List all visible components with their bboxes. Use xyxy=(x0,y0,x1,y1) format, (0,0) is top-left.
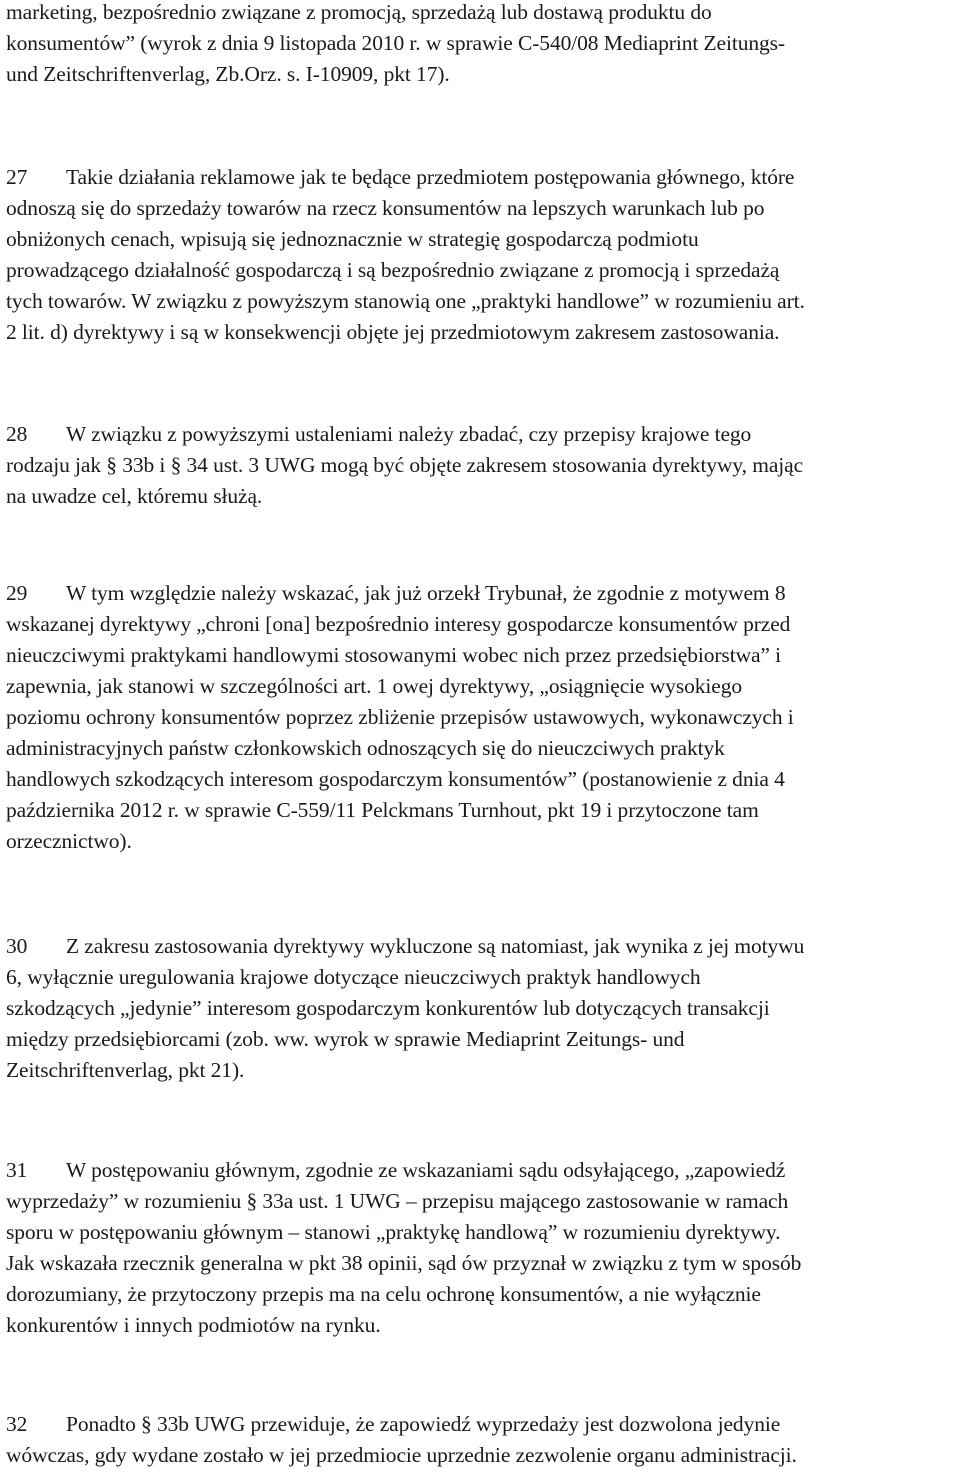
paragraph-line: 2 lit. d) dyrektywy i są w konsekwencji objęte jej przedmiotowym zakresem zastosowania. xyxy=(6,320,780,344)
paragraph-first-line xyxy=(6,1155,954,1186)
paragraph-line: Takie działania reklamowe jak te będące przedmiotem postępowania głównego, które xyxy=(66,165,795,189)
paragraph-32 xyxy=(6,1409,954,1471)
paragraph-29 xyxy=(6,578,954,857)
paragraph-line: Ponadto § 33b UWG przewiduje, że zapowiedź wyprzedaży jest dozwolona jedynie xyxy=(66,1412,781,1436)
paragraph-line: W postępowaniu głównym, zgodnie ze wskazaniami sądu odsyłającego, „zapowiedź xyxy=(66,1158,786,1182)
paragraph-27 xyxy=(6,162,954,348)
paragraph-first-line xyxy=(6,162,954,193)
paragraph-line: Jak wskazała rzecznik generalna w pkt 38 opinii, sąd ów przyznał w związku z tym w sposób xyxy=(6,1251,802,1275)
paragraph-line: konkurentów i innych podmiotów na rynku. xyxy=(6,1313,381,1337)
paragraph-number: 30 xyxy=(6,934,28,958)
paragraph-line: rodzaju jak § 33b i § 34 ust. 3 UWG mogą być objęte zakresem stosowania dyrektywy, mając xyxy=(6,453,804,477)
paragraph-line: między przedsiębiorcami (zob. ww. wyrok w sprawie Mediaprint Zeitungs- und xyxy=(6,1027,685,1051)
paragraph-line: konsumentów” (wyrok z dnia 9 listopada 2010 r. w sprawie C‑540/08 Mediaprint Zeitungs- xyxy=(6,31,785,55)
paragraph-line: Z zakresu zastosowania dyrektywy wykluczone są natomiast, jak wynika z jej motywu xyxy=(66,934,805,958)
paragraph-number: 28 xyxy=(6,422,28,446)
paragraph-first-line xyxy=(6,578,954,609)
paragraph-line: prowadzącego działalność gospodarczą i są bezpośrednio związane z promocją i sprzedażą xyxy=(6,258,780,282)
paragraph-line: W tym względzie należy wskazać, jak już orzekł Trybunał, że zgodnie z motywem 8 xyxy=(66,581,786,605)
paragraph-number: 29 xyxy=(6,581,28,605)
paragraph-number: 31 xyxy=(6,1158,28,1182)
paragraph-line: orzecznictwo). xyxy=(6,829,132,853)
paragraph-line: wyprzedaży” w rozumieniu § 33a ust. 1 UWG – przepisu mającego zastosowanie w ramach xyxy=(6,1189,789,1213)
paragraph-first-line xyxy=(6,419,954,450)
paragraph-line: Zeitschriftenverlag, pkt 21). xyxy=(6,1058,245,1082)
paragraph-line: odnoszą się do sprzedaży towarów na rzecz konsumentów na lepszych warunkach lub po xyxy=(6,196,765,220)
paragraph-line: poziomu ochrony konsumentów poprzez zbliżenie przepisów ustawowych, wykonawczych i xyxy=(6,705,794,729)
paragraph-continuation xyxy=(6,0,954,90)
paragraph-line: wówczas, gdy wydane zostało w jej przedmiocie uprzednie zezwolenie organu administracji. xyxy=(6,1443,797,1467)
paragraph-line: 6, wyłącznie uregulowania krajowe dotyczące nieuczciwych praktyk handlowych xyxy=(6,965,701,989)
paragraph-line: administracyjnych państw członkowskich odnoszących się do nieuczciwych praktyk xyxy=(6,736,725,760)
paragraph-line: obniżonych cenach, wpisują się jednoznacznie w strategię gospodarczą podmiotu xyxy=(6,227,699,251)
paragraph-line: handlowych szkodzących interesom gospodarczym konsumentów” (postanowienie z dnia 4 xyxy=(6,767,785,791)
paragraph-line: wskazanej dyrektywy „chroni [ona] bezpośrednio interesy gospodarcze konsumentów przed xyxy=(6,612,791,636)
paragraph-line: dorozumiany, że przytoczony przepis ma na celu ochronę konsumentów, a nie wyłącznie xyxy=(6,1282,761,1306)
paragraph-line: sporu w postępowaniu głównym – stanowi „praktykę handlową” w rozumieniu dyrektywy. xyxy=(6,1220,781,1244)
paragraph-line: W związku z powyższymi ustaleniami należy zbadać, czy przepisy krajowe tego xyxy=(66,422,752,446)
paragraph-number: 27 xyxy=(6,165,28,189)
paragraph-line: tych towarów. W związku z powyższym stanowią one „praktyki handlowe” w rozumieniu art. xyxy=(6,289,805,313)
paragraph-line: nieuczciwymi praktykami handlowymi stosowanymi wobec nich przez przedsiębiorstwa” i xyxy=(6,643,782,667)
paragraph-first-line xyxy=(6,1409,954,1440)
paragraph-28 xyxy=(6,419,954,512)
paragraph-30 xyxy=(6,931,954,1086)
paragraph-line: marketing, bezpośrednio związane z promocją, sprzedażą lub dostawą produktu do xyxy=(6,0,712,24)
paragraph-line: na uwadze cel, któremu służą. xyxy=(6,484,263,508)
paragraph-line: szkodzących „jedynie” interesom gospodarczym konkurentów lub dotyczących transakcji xyxy=(6,996,770,1020)
paragraph-number: 32 xyxy=(6,1412,28,1436)
paragraph-31 xyxy=(6,1155,954,1341)
paragraph-first-line xyxy=(6,931,954,962)
paragraph-line: zapewnia, jak stanowi w szczególności art. 1 owej dyrektywy, „osiągnięcie wysokiego xyxy=(6,674,743,698)
paragraph-line: października 2012 r. w sprawie C‑559/11 Pelckmans Turnhout, pkt 19 i przytoczone tam xyxy=(6,798,759,822)
paragraph-line: und Zeitschriftenverlag, Zb.Orz. s. I‑10909, pkt 17). xyxy=(6,62,450,86)
